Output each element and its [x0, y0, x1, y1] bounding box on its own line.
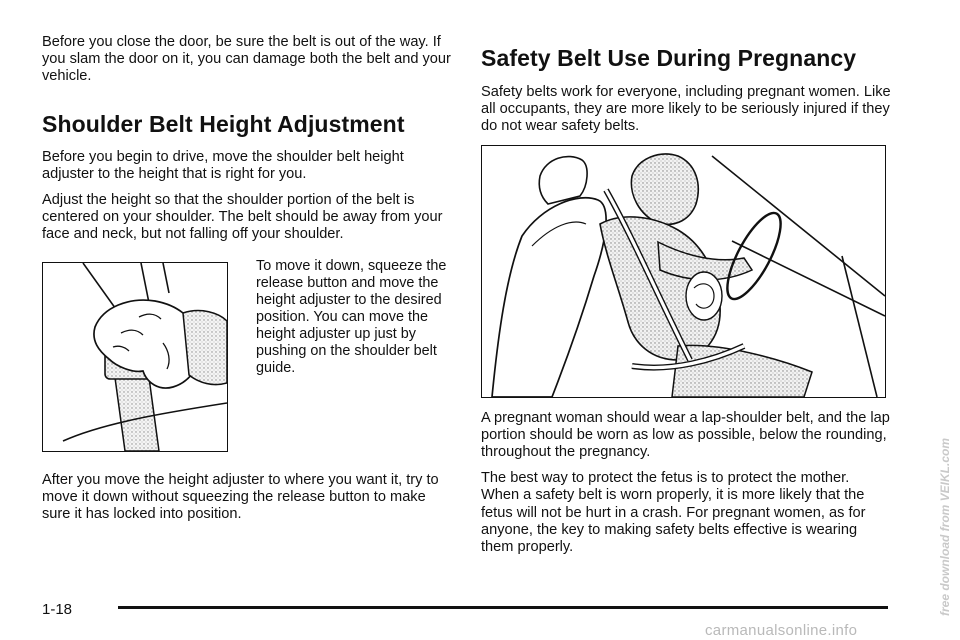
pregnant-woman-seatbelt-drawing: [482, 146, 885, 397]
bottom-watermark: carmanualsonline.info: [705, 622, 858, 639]
section-heading-shoulder-belt: Shoulder Belt Height Adjustment: [42, 110, 405, 137]
footer-rule: [118, 606, 888, 609]
pregnancy-intro-paragraph: Safety belts work for everyone, including pregnant women. Like all occupants, they are more likely to be seriously injured if they do not wear safety belts.: [481, 84, 891, 135]
left-column: [42, 34, 454, 532]
pregnant-occupant-illustration: [481, 145, 886, 398]
side-watermark-text: free download from VEIKL.com: [938, 437, 952, 616]
side-watermark: [922, 330, 952, 620]
begin-paragraph: Before you begin to drive, move the shoulder belt height adjuster to the height that is right for you.: [42, 148, 404, 182]
protect-fetus-paragraph: The best way to protect the fetus is to protect the mother. When a safety belt is worn properly, it is more likely that the fetus will not be hurt in a crash. For pregnant women, as for anyone, the key to making safety belts effective is wearing them properly.: [481, 470, 866, 556]
page-number: 1-18: [42, 601, 73, 618]
hand-squeezing-adjuster-drawing: [43, 263, 227, 451]
height-adjuster-illustration: [42, 262, 228, 452]
adjust-paragraph: Adjust the height so that the shoulder portion of the belt is centered on your shoulder. The belt should be away from your face and neck, but not falling off your shoulder.: [42, 192, 443, 243]
height-adjuster-caption: To move it down, squeeze the release button and move the height adjuster to the desired position. You can move the height adjuster up just by pushing on the shoulder belt guide.: [256, 257, 447, 377]
lap-belt-paragraph: A pregnant woman should wear a lap-shoulder belt, and the lap portion should be worn as low as possible, below the rounding, throughout the pregnancy.: [481, 409, 890, 461]
intro-paragraph: Before you close the door, be sure the belt is out of the way. If you slam the door on it, you can damage both the belt and your vehicle.: [42, 34, 451, 85]
height-adjuster-figure-row: [42, 258, 454, 456]
right-column: [481, 44, 891, 565]
after-adjust-paragraph: After you move the height adjuster to where you want it, try to move it down without squeezing the release button to make sure it has locked into position.: [42, 471, 439, 523]
section-heading-pregnancy: Safety Belt Use During Pregnancy: [481, 45, 857, 71]
